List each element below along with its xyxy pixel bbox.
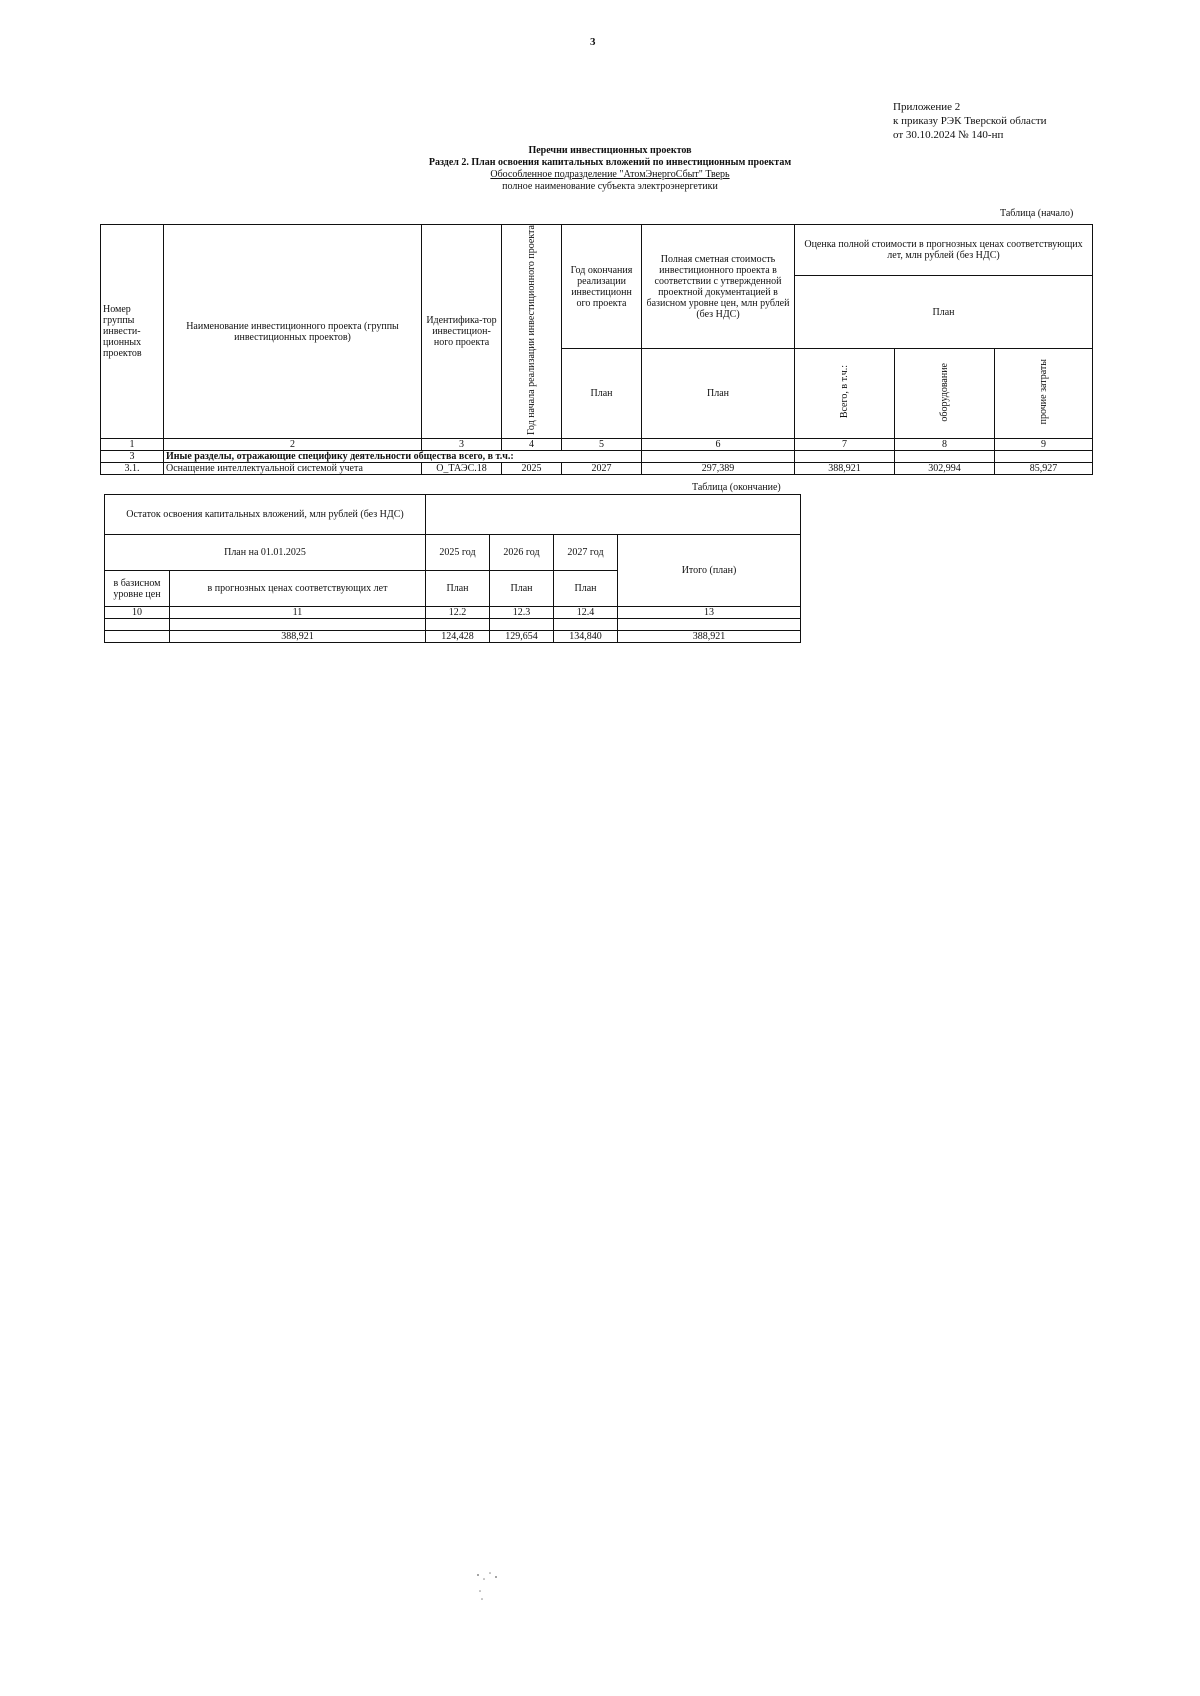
header-start-year xyxy=(502,225,562,439)
title-line-4: полное наименование субъекта электроэнергетики xyxy=(502,181,718,192)
row-number: 3.1. xyxy=(101,463,164,475)
row-2025: 124,428 xyxy=(426,631,490,643)
column-number: 12.3 xyxy=(490,607,554,619)
empty-cell xyxy=(554,619,618,631)
header-total-plan: Итого (план) xyxy=(618,535,801,607)
column-number: 8 xyxy=(895,439,995,451)
header-plan-on-date: План на 01.01.2025 xyxy=(105,535,426,571)
row-forecast-prices: 388,921 xyxy=(170,631,426,643)
empty-row xyxy=(105,619,801,631)
header-year-2026: 2026 год xyxy=(490,535,554,571)
empty-cell xyxy=(618,619,801,631)
column-number: 12.4 xyxy=(554,607,618,619)
row-total: 388,921 xyxy=(795,463,895,475)
column-number: 3 xyxy=(422,439,502,451)
row-2027: 134,840 xyxy=(554,631,618,643)
header-forecast-estimate: Оценка полной стоимости в прогнозных ценах соответствующих лет, млн рублей (без НДС) xyxy=(795,225,1093,276)
column-number: 11 xyxy=(170,607,426,619)
header-year-2025: 2025 год xyxy=(426,535,490,571)
table-row xyxy=(105,631,801,643)
section-row-empty xyxy=(895,451,995,463)
column-number: 10 xyxy=(105,607,170,619)
header-plan-2025: План xyxy=(426,571,490,607)
header-remainder: Остаток освоения капитальных вложений, млн рублей (без НДС) xyxy=(105,495,426,535)
section-row-empty xyxy=(642,451,795,463)
investment-table-start xyxy=(100,224,1093,475)
header-remainder-empty xyxy=(426,495,801,535)
section-row-number: 3 xyxy=(101,451,164,463)
appendix-line-2: к приказу РЭК Тверской области xyxy=(893,115,1047,127)
header-plan-2026: План xyxy=(490,571,554,607)
empty-cell xyxy=(490,619,554,631)
header-group-number: Номер группы инвести-ционных проектов xyxy=(101,225,164,439)
row-full-cost: 297,389 xyxy=(642,463,795,475)
speck xyxy=(481,1598,483,1600)
column-numbers-row xyxy=(101,439,1093,451)
row-2026: 129,654 xyxy=(490,631,554,643)
row-equipment: 302,994 xyxy=(895,463,995,475)
column-number: 7 xyxy=(795,439,895,451)
header-forecast-plan: План xyxy=(795,276,1093,349)
title-line-1: Перечни инвестиционных проектов xyxy=(528,145,692,156)
column-numbers-row xyxy=(105,607,801,619)
header-equipment xyxy=(895,349,995,439)
row-base-prices xyxy=(105,631,170,643)
table1-caption: Таблица (начало) xyxy=(1000,208,1074,219)
header-project-name: Наименование инвестиционного проекта (группы инвестиционных проектов) xyxy=(164,225,422,439)
header-total-incl-text: Всего, в т.ч.: xyxy=(839,365,850,419)
header-identifier: Идентифика-тор инвестицион-ного проекта xyxy=(422,225,502,439)
speck xyxy=(495,1576,497,1578)
column-number: 9 xyxy=(995,439,1093,451)
column-number: 6 xyxy=(642,439,795,451)
section-row-text: Иные разделы, отражающие специфику деятельности общества всего, в т.ч.: xyxy=(164,451,642,463)
header-other-costs xyxy=(995,349,1093,439)
header-end-year: Год окончания реализации инвестиционн ого проекта xyxy=(562,225,642,349)
row-other-costs: 85,927 xyxy=(995,463,1093,475)
appendix-note xyxy=(893,100,1047,142)
page-number: 3 xyxy=(590,36,596,48)
header-full-cost: Полная сметная стоимость инвестиционного проекта в соответствии с утвержденной проектной документацией в базисном уровне цен, млн рублей (без НДС) xyxy=(642,225,795,349)
header-forecast-prices: в прогнозных ценах соответствующих лет xyxy=(170,571,426,607)
header-equipment-text: оборудование xyxy=(939,362,950,422)
column-number: 1 xyxy=(101,439,164,451)
appendix-line-1: Приложение 2 xyxy=(893,101,961,113)
row-start-year: 2025 xyxy=(502,463,562,475)
column-number: 13 xyxy=(618,607,801,619)
empty-cell xyxy=(426,619,490,631)
title-line-2: Раздел 2. План освоения капитальных вложений по инвестиционным проектам xyxy=(428,157,792,168)
title-line-3: Обособленное подразделение "АтомЭнергоСбыт" Тверь xyxy=(490,169,730,180)
table-row xyxy=(101,463,1093,475)
column-number: 2 xyxy=(164,439,422,451)
header-full-cost-plan: План xyxy=(642,349,795,439)
section-row-empty xyxy=(995,451,1093,463)
empty-cell xyxy=(105,619,170,631)
table2-caption: Таблица (окончание) xyxy=(692,482,781,493)
investment-table-end xyxy=(104,494,801,643)
speck xyxy=(483,1578,485,1580)
header-end-year-plan: План xyxy=(562,349,642,439)
header-plan-2027: План xyxy=(554,571,618,607)
header-other-costs-text: прочие затраты xyxy=(1038,359,1049,425)
header-year-2027: 2027 год xyxy=(554,535,618,571)
row-identifier: О_ТАЭС.18 xyxy=(422,463,502,475)
appendix-line-3: от 30.10.2024 № 140-нп xyxy=(893,129,1004,141)
scan-speckles xyxy=(470,1565,530,1615)
section-row-empty xyxy=(795,451,895,463)
document-title xyxy=(330,145,890,193)
speck xyxy=(479,1590,481,1592)
row-end-year: 2027 xyxy=(562,463,642,475)
row-project-name: Оснащение интеллектуальной системой учета xyxy=(164,463,422,475)
empty-cell xyxy=(170,619,426,631)
speck xyxy=(489,1572,491,1574)
header-start-year-text: Год начала реализации инвестиционного проекта xyxy=(526,225,537,435)
section-row xyxy=(101,451,1093,463)
column-number: 12.2 xyxy=(426,607,490,619)
column-number: 4 xyxy=(502,439,562,451)
header-base-prices: в базисном уровне цен xyxy=(105,571,170,607)
speck xyxy=(477,1574,479,1576)
header-total-incl xyxy=(795,349,895,439)
row-total: 388,921 xyxy=(618,631,801,643)
column-number: 5 xyxy=(562,439,642,451)
